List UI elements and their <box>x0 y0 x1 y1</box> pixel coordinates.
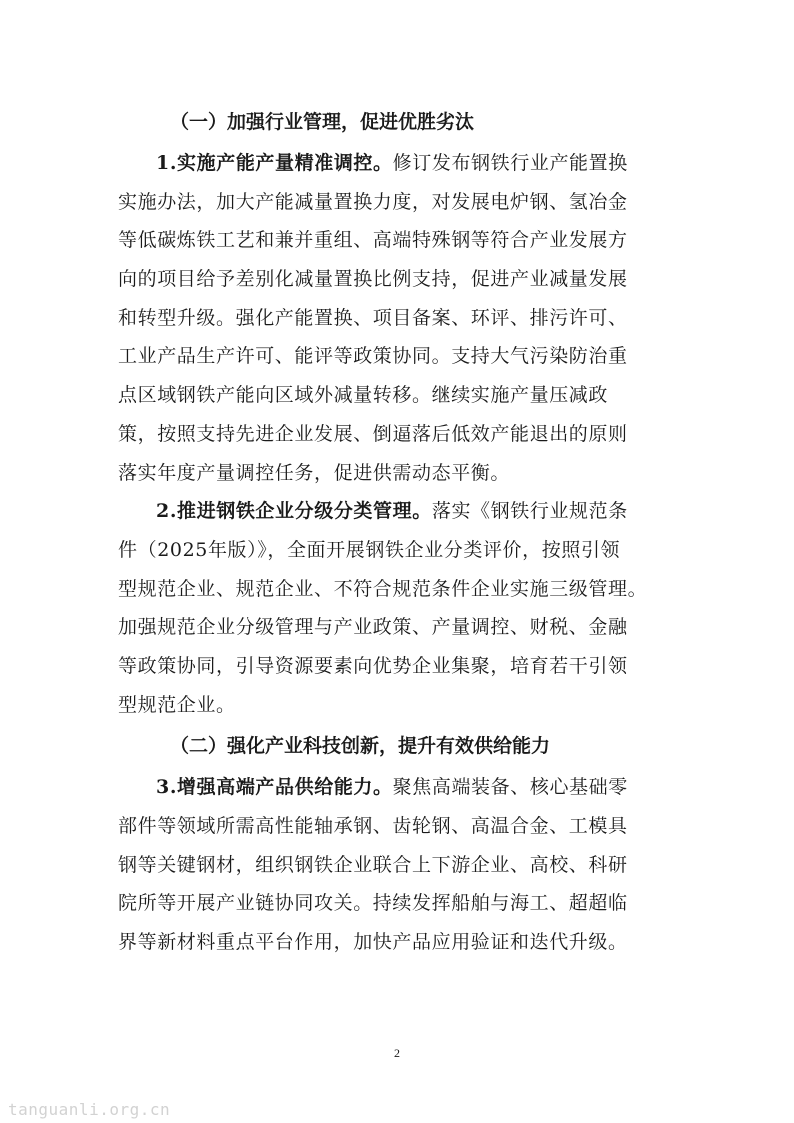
paragraph-line: 策，按照支持先进企业发展、倒逼落后低效产能退出的原则 <box>118 422 628 445</box>
paragraph-line: 界等新材料重点平台作用，加快产品应用验证和迭代升级。 <box>118 931 628 954</box>
paragraph-line <box>118 144 678 183</box>
paragraph-line: 向的项目给予差别化减量置换比例支持，促进产业减量发展 <box>118 268 628 291</box>
paragraph-line: 和转型升级。强化产能置换、项目备案、环评、排污许可、 <box>118 306 628 329</box>
site-watermark: tanguanli.org.cn <box>8 1100 171 1119</box>
paragraph-line: 部件等领域所需高性能轴承钢、齿轮钢、高温合金、工模具 <box>118 815 628 837</box>
paragraph-line: 院所等开展产业链协同攻关。持续发挥船舶与海工、超超临 <box>118 892 628 915</box>
paragraph-item-3 <box>118 768 678 961</box>
paragraph-line: 落实年度产量调控任务，促进供需动态平衡。 <box>118 461 511 484</box>
section-heading-2: （二）强化产业科技创新，提升有效供给能力 <box>170 735 551 758</box>
line-text: 落实《钢铁行业规范条 <box>431 500 628 523</box>
paragraph-line: 点区域钢铁产能向区域外减量转移。继续实施产量压减政 <box>118 384 609 407</box>
paragraph-line: 件（2025年版）》，全面开展钢铁企业分类评价，按照引领 <box>118 538 621 561</box>
paragraph-line: 钢等关键钢材，组织钢铁企业联合上下游企业、高校、科研 <box>118 853 628 876</box>
line-text: 修订发布钢铁行业产能置换 <box>392 152 628 174</box>
item-lead: 2.推进钢铁企业分级分类管理。 <box>156 500 432 523</box>
paragraph-line: 等政策协同，引导资源要素向优势企业集聚，培育若干引领 <box>118 654 628 677</box>
paragraph-line: 加强规范企业分级管理与产业政策、产量调控、财税、金融 <box>118 616 628 639</box>
paragraph-line: 等低碳炼铁工艺和兼并重组、高端特殊钢等符合产业发展方 <box>118 229 628 252</box>
item-lead: 1.实施产能产量精准调控。 <box>156 152 393 174</box>
page-number: 2 <box>394 1046 400 1060</box>
item-lead: 3.增强高端产品供给能力。 <box>156 776 393 799</box>
paragraph-line: 工业产品生产许可、能评等政策协同。支持大气污染防治重 <box>118 345 628 368</box>
paragraph-line <box>118 492 678 531</box>
document-body <box>118 100 678 962</box>
paragraph-line: 型规范企业、规范企业、不符合规范条件企业实施三级管理。 <box>118 577 648 600</box>
paragraph-item-1 <box>118 144 678 492</box>
paragraph-line <box>118 768 678 807</box>
paragraph-item-2 <box>118 492 678 724</box>
paragraph-line: 实施办法，加大产能减量置换力度，对发展电炉钢、氢冶金 <box>118 190 628 213</box>
section-heading-1: （一）加强行业管理，促进优胜劣汰 <box>170 111 475 133</box>
line-text: 聚焦高端装备、核心基础零 <box>392 776 628 799</box>
paragraph-line: 型规范企业。 <box>118 693 236 716</box>
